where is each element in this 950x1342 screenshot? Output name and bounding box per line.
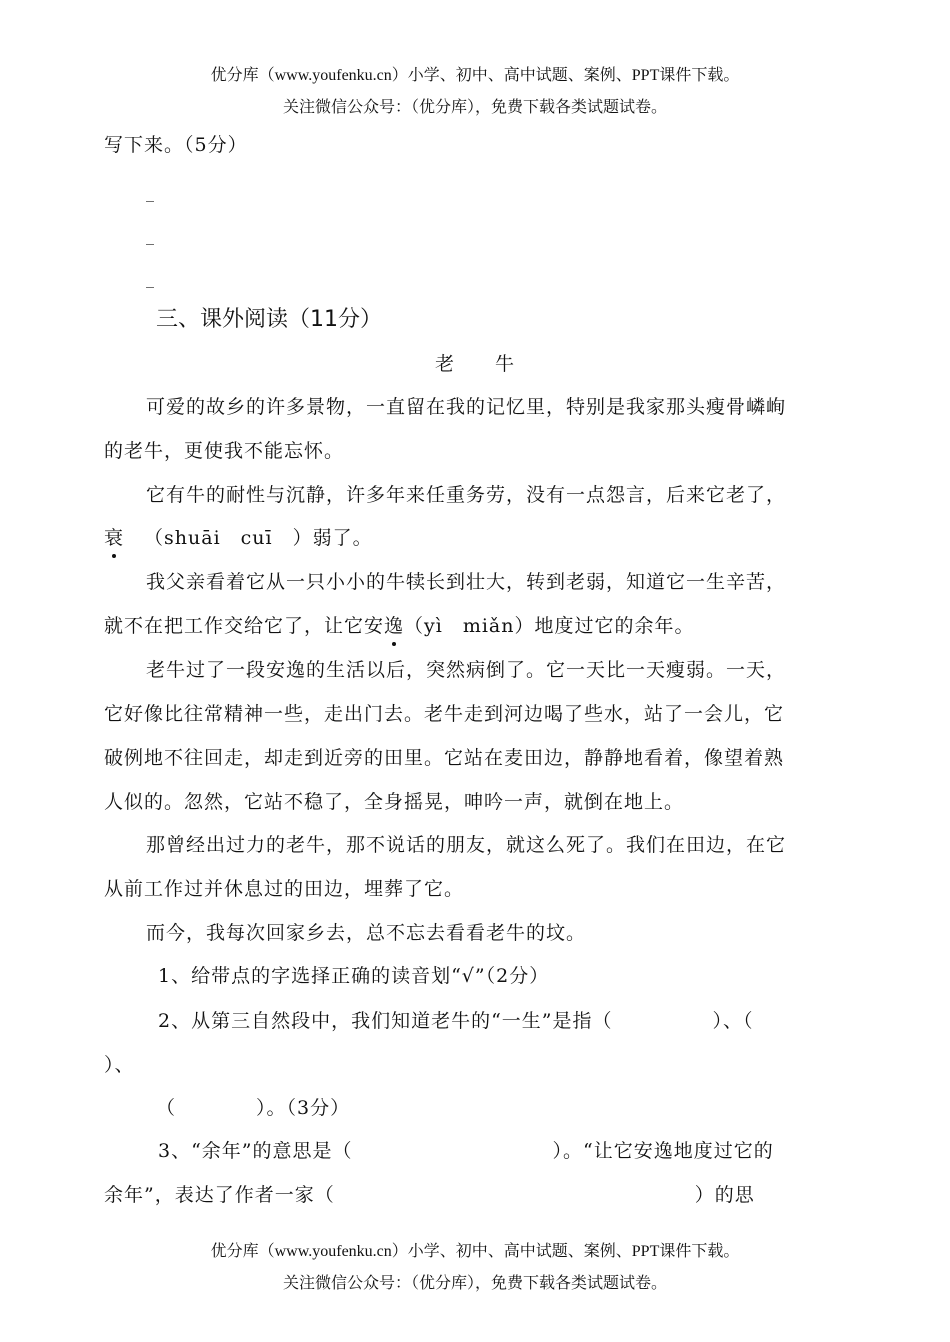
intro-line: 写下来。（5分） <box>104 134 248 156</box>
footer-line-1: 优分库（www.youfenku.cn）小学、初中、高中试题、案例、PPT课件下载。 <box>210 1243 740 1260</box>
paragraph-3-line-1: 我父亲看着它从一只小小的牛犊长到壮大，转到老弱，知道它一生辛苦， <box>146 571 787 593</box>
pinyin-options-2: （yì miǎn）地度过它的余年。 <box>404 615 695 637</box>
paragraph-1-line-1: 可爱的故乡的许多景物，一直留在我的记忆里，特别是我家那头瘦骨嶙峋 <box>146 396 787 418</box>
paragraph-4-line-2: 它好像比往常精神一些，走出门去。老牛走到河边喝了些水，站了一会儿，它 <box>104 703 785 725</box>
question-3-line-2: 余年”，表达了作者一家（ ）的思 <box>104 1184 755 1206</box>
answer-blank-3: _ <box>146 269 154 288</box>
header-line-2: 关注微信公众号：（优分库），免费下载各类试题试卷。 <box>282 99 667 116</box>
paragraph-5-line-1: 那曾经出过力的老牛，那不说话的朋友，就这么死了。我们在田边，在它 <box>146 834 787 856</box>
dotted-char-yi: 逸 <box>384 611 404 638</box>
answer-blank-1: _ <box>146 183 154 202</box>
paragraph-1-line-2: 的老牛，更使我不能忘怀。 <box>104 440 345 462</box>
question-2-line-1: 2、从第三自然段中，我们知道老牛的“一生”是指（ ）、（ <box>158 1010 754 1032</box>
pinyin-options-1: （shuāi cuī ）弱了。 <box>144 527 373 549</box>
story-title: 老 牛 <box>434 353 515 375</box>
question-2-line-3: （ ）。（3分） <box>156 1097 351 1119</box>
paragraph-4-line-3: 破例地不往回走，却走到近旁的田里。它站在麦田边，静静地看着，像望着熟 <box>104 747 785 769</box>
question-2-line-2: ）、 <box>104 1054 135 1076</box>
paragraph-3-line-2 <box>104 611 695 638</box>
paragraph-3-line-2-pre: 就不在把工作交给它了，让它安 <box>104 615 385 637</box>
paragraph-4-line-1: 老牛过了一段安逸的生活以后，突然病倒了。它一天比一天瘦弱。一天， <box>146 659 787 681</box>
paragraph-2-line-1: 它有牛的耐性与沉静，许多年来任重务劳，没有一点怨言，后来它老了， <box>146 484 787 506</box>
paragraph-6: 而今，我每次回家乡去，总不忘去看看老牛的坟。 <box>146 922 587 944</box>
paragraph-4-line-4: 人似的。忽然，它站不稳了，全身摇晃，呻吟一声，就倒在地上。 <box>104 791 685 813</box>
footer-line-2: 关注微信公众号：（优分库），免费下载各类试题试卷。 <box>282 1275 667 1292</box>
header-line-1: 优分库（www.youfenku.cn）小学、初中、高中试题、案例、PPT课件下载。 <box>210 67 740 84</box>
paragraph-2-line-2 <box>104 523 373 550</box>
answer-blank-2: _ <box>146 226 154 245</box>
question-3-line-1: 3、“余年”的意思是（ ）。“让它安逸地度过它的 <box>158 1140 774 1162</box>
section-title: 三、课外阅读（11分） <box>156 307 382 332</box>
question-1: 1、给带点的字选择正确的读音划“√”（2分） <box>158 965 550 987</box>
paragraph-5-line-2: 从前工作过并休息过的田边，埋葬了它。 <box>104 878 465 900</box>
dotted-char-shuai: 衰 <box>104 523 124 550</box>
